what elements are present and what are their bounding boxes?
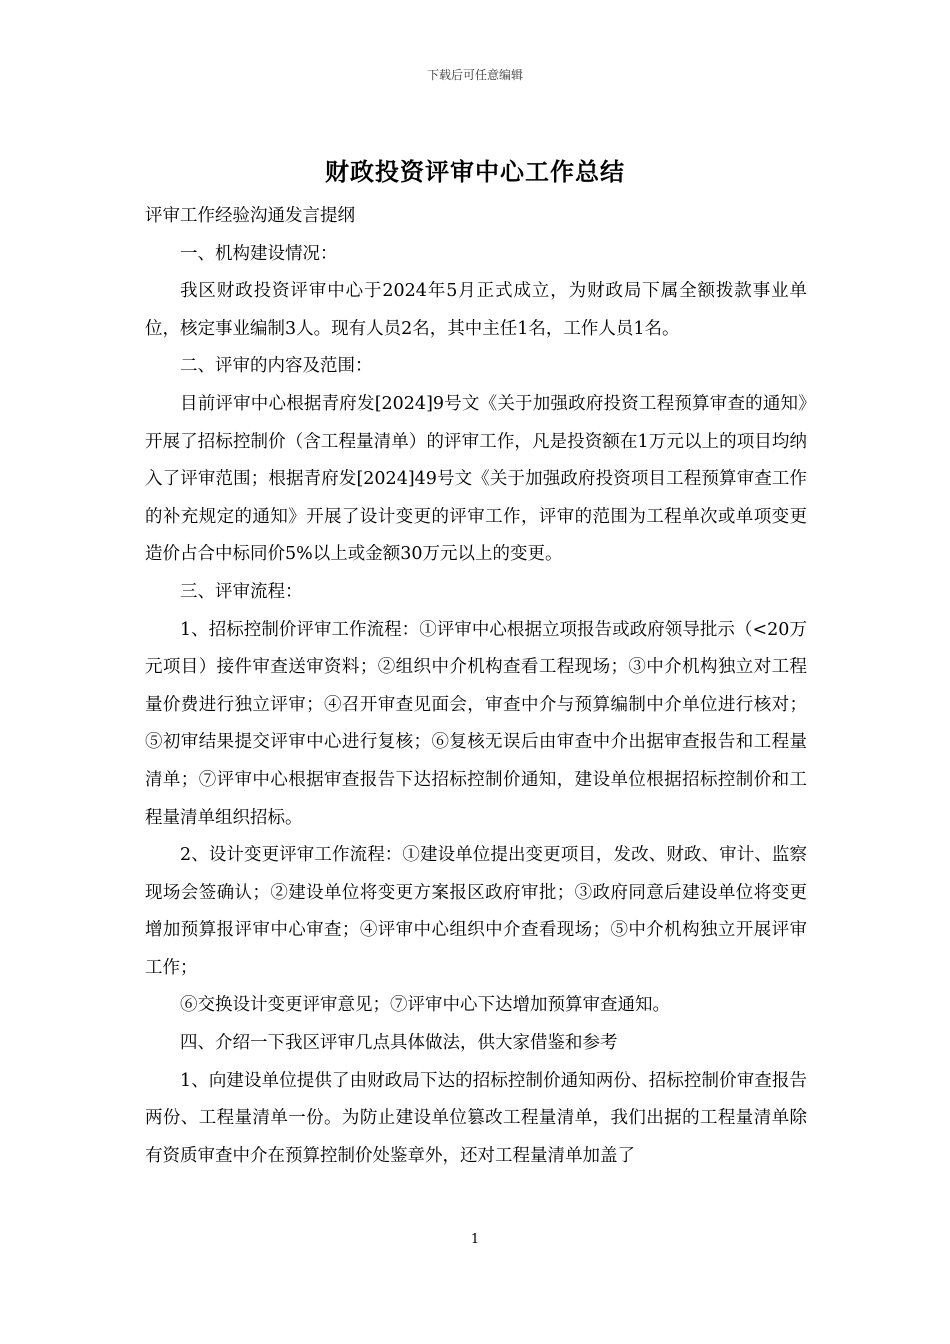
paragraph: 我区财政投资评审中心于2024年5月正式成立，为财政局下属全额拨款事业单位，核定事业编制3人。现有人员2名，其中主任1名，工作人员1名。 [145, 281, 807, 339]
paragraph: 1、向建设单位提供了由财政局下达的招标控制价通知两份、招标控制价审查报告两份、工程量清单一份。为防止建设单位篡改工程量清单，我们出据的工程量清单除有资质审查中介在预算控制价处鉴章外，还对工程量清单加盖了 [145, 1070, 807, 1166]
paragraph: 二、评审的内容及范围： [180, 356, 373, 377]
paragraph: 目前评审中心根据青府发[2024]9号文《关于加强政府投资工程预算审查的通知》开展了招标控制价（含工程量清单）的评审工作，凡是投资额在1万元以上的项目均纳入了评审范围；根据青府发[2024]49号文《关于加强政府投资项目工程预算审查工作的补充规定的通知》开展了设计变更的评审工作，评审的范围为工程单次或单项变更造价占合中标同价5%以上或金额30万元以上的变更。 [145, 393, 807, 565]
paragraph: 评审工作经验沟通发言提纲 [145, 206, 355, 226]
paragraph: 2、设计变更评审工作流程：①建设单位提出变更项目，发改、财政、审计、监察现场会签确认；②建设单位将变更方案报区政府审批；③政府同意后建设单位将变更增加预算报评审中心审查；④评审中心组织中介查看现场；⑤中介机构独立开展评审工作； [145, 845, 807, 978]
paragraph: 四、介绍一下我区评审几点具体做法，供大家借鉴和参考 [180, 1033, 618, 1054]
paragraph: 一、机构建设情况： [180, 243, 338, 264]
page-number: 1 [470, 1232, 480, 1247]
paragraph: 1、招标控制价评审工作流程：①评审中心根据立项报告或政府领导批示（<20万元项目）接件审查送审资料；②组织中介机构查看工程现场；③中介机构独立对工程量价费进行独立评审；④召开审查见面会，审查中介与预算编制中介单位进行核对；⑤初审结果提交评审中心进行复核；⑥复核无误后由审查中介出据审查报告和工程量清单；⑦评审中心根据审查报告下达招标控制价通知，建设单位根据招标控制价和工程量清单组织招标。 [145, 619, 807, 828]
paragraph: ⑥交换设计变更评审意见；⑦评审中心下达增加预算审查通知。 [180, 995, 670, 1016]
document-body [145, 198, 807, 1175]
header-note: 下载后可任意编辑 [426, 68, 523, 82]
document-title: 财政投资评审中心工作总结 [325, 157, 625, 186]
paragraph: 三、评审流程： [180, 581, 303, 602]
